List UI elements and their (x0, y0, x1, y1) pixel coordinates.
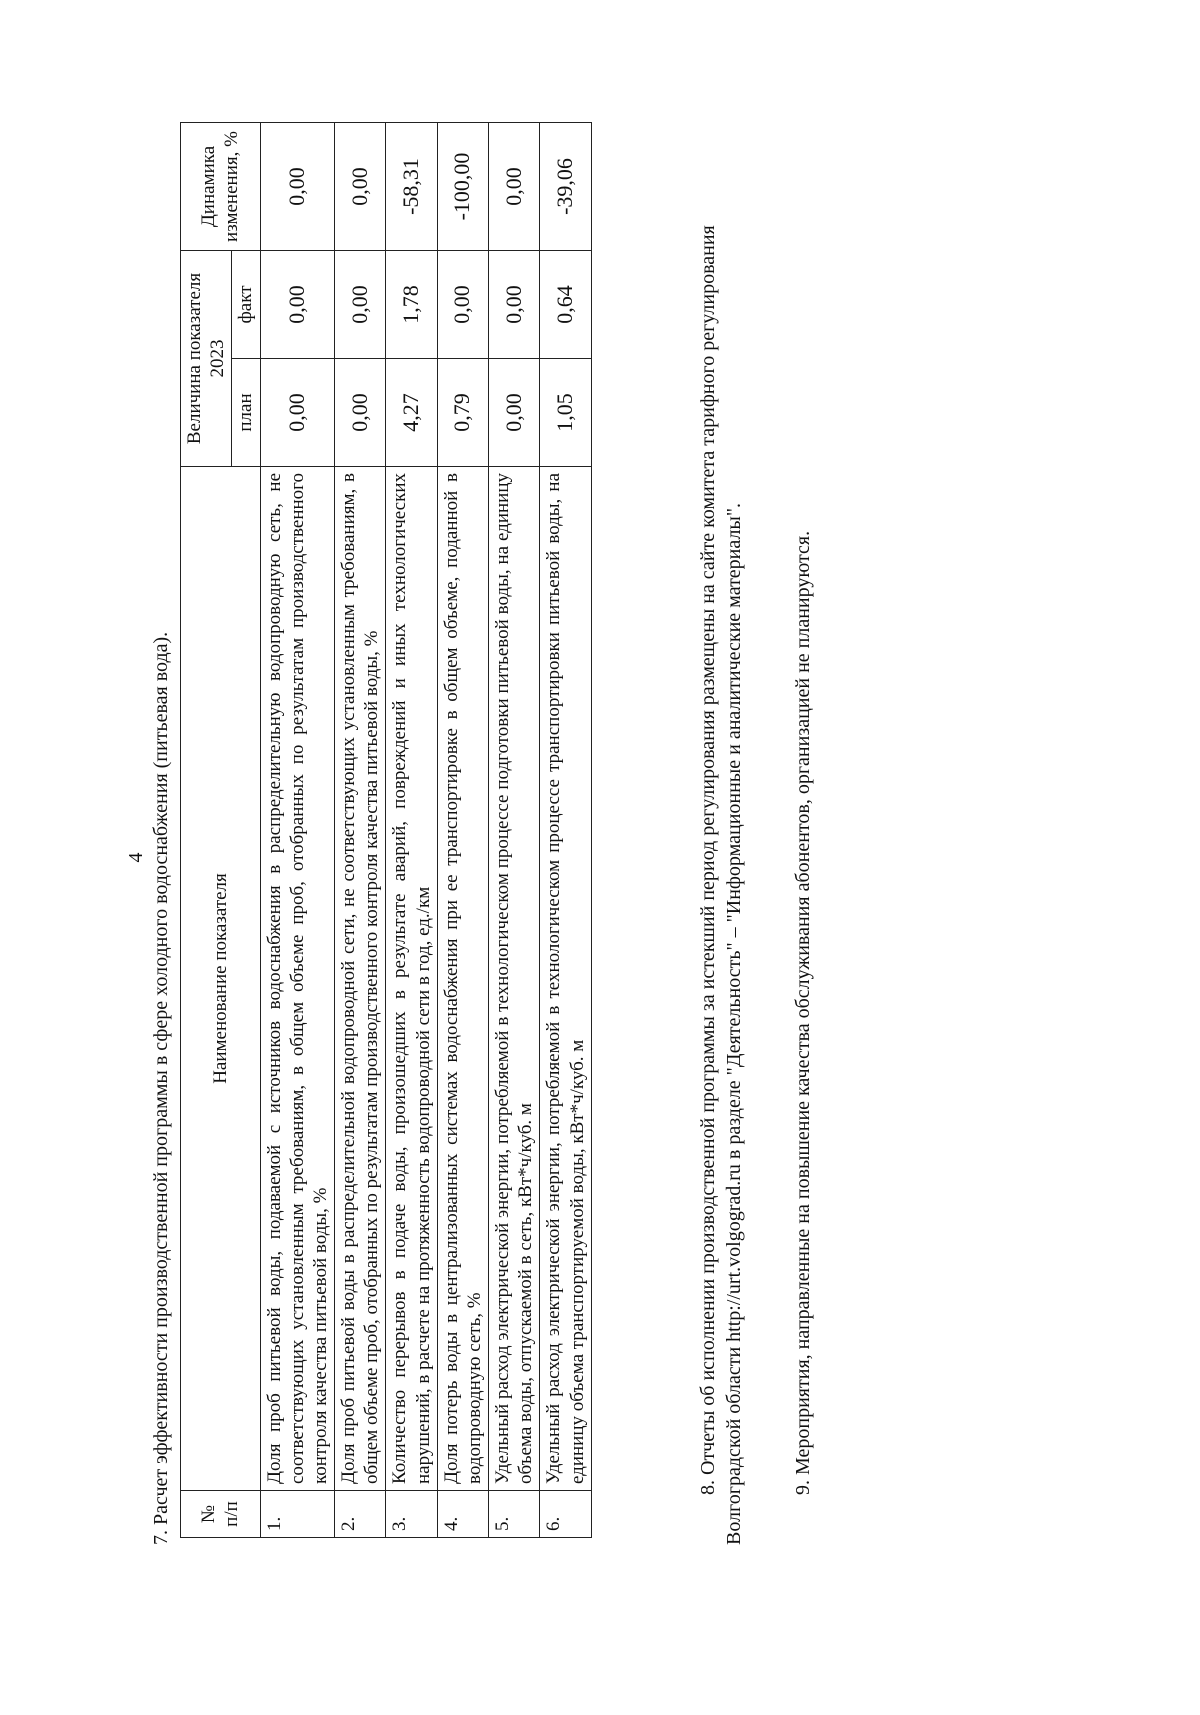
row-dynamics: -39,06 (540, 123, 591, 251)
row-num: 6. (540, 1491, 591, 1538)
row-name: Удельный расход электрической энергии, потребляемой в технологическом процессе подготовки питьевой воды, на единицу объема воды, отпускаемой в сеть, кВт*ч/куб. м (489, 467, 540, 1491)
row-name: Доля проб питьевой воды, подаваемой с источников водоснабжения в распределительную водопроводную сеть, не соответствующих установленным требованиям, в общем объеме проб, отобранных по результатам производственного контроля качества питьевой воды, % (260, 467, 335, 1491)
row-fact: 0,00 (437, 251, 488, 359)
row-plan: 1,05 (540, 359, 591, 467)
table-row (335, 123, 386, 1538)
row-plan: 4,27 (386, 359, 437, 467)
row-plan: 0,00 (489, 359, 540, 467)
row-num: 5. (489, 1491, 540, 1538)
row-name: Доля проб питьевой воды в распределительной водопроводной сети, не соответствующих установленным требованиям, в общем объеме проб, отобранных по результатам производственного контроля качества питьевой воды, % (335, 467, 386, 1491)
row-fact: 0,00 (260, 251, 335, 359)
header-dynamics: Динамика изменения, % (181, 123, 261, 251)
table-row (489, 123, 540, 1538)
section-8-paragraph: 8. Отчеты об исполнении производственной программы за истекший период регулирования размещены на сайте комитета тарифного регулирования Волгоградской области http://urt.volgograd.ru в разделе "Деятельность" – "Информационные и аналитические материалы". (697, 225, 745, 1545)
row-name: Удельный расход электрической энергии, потребляемой в технологическом процессе транспортировки питьевой воды, на единицу объема транспортируемой воды, кВт*ч/куб. м (540, 467, 591, 1491)
row-dynamics: 0,00 (335, 123, 386, 251)
efficiency-table (180, 122, 592, 1538)
row-plan: 0,79 (437, 359, 488, 467)
row-num: 3. (386, 1491, 437, 1538)
row-fact: 0,00 (489, 251, 540, 359)
table-row (540, 123, 591, 1538)
table-row (260, 123, 335, 1538)
header-plan: план (232, 359, 260, 467)
efficiency-table-container (180, 122, 592, 1538)
row-num: 2. (335, 1491, 386, 1538)
row-plan: 0,00 (335, 359, 386, 467)
row-name: Доля потерь воды в централизованных системах водоснабжения при ее транспортировке в общем объеме, поданной в водопроводную сеть, % (437, 467, 488, 1491)
header-value-group: Величина показателя 2023 (181, 251, 232, 467)
row-dynamics: 0,00 (489, 123, 540, 251)
row-fact: 0,00 (335, 251, 386, 359)
row-fact: 1,78 (386, 251, 437, 359)
row-num: 1. (260, 1491, 335, 1538)
row-plan: 0,00 (260, 359, 335, 467)
page-number: 4 (125, 852, 147, 863)
row-fact: 0,64 (540, 251, 591, 359)
section-9-paragraph: 9. Мероприятия, направленные на повышение качества обслуживания абонентов, организацией не планируются. (792, 530, 814, 1495)
row-num: 4. (437, 1491, 488, 1538)
header-name: Наименование показателя (181, 467, 261, 1491)
row-dynamics: -58,31 (386, 123, 437, 251)
row-dynamics: 0,00 (260, 123, 335, 251)
section-7-title: 7. Расчет эффективности производственной программы в сфере холодного водоснабжения (питьевая вода). (150, 631, 172, 1545)
header-num: № п/п (181, 1491, 261, 1538)
table-header-row (181, 123, 232, 1538)
table-row (386, 123, 437, 1538)
row-dynamics: -100,00 (437, 123, 488, 251)
row-name: Количество перерывов в подаче воды, произошедших в результате аварий, повреждений и иных технологических нарушений, в расчете на протяженность водопроводной сети в год, ед./км (386, 467, 437, 1491)
table-row (437, 123, 488, 1538)
header-fact: факт (232, 251, 260, 359)
